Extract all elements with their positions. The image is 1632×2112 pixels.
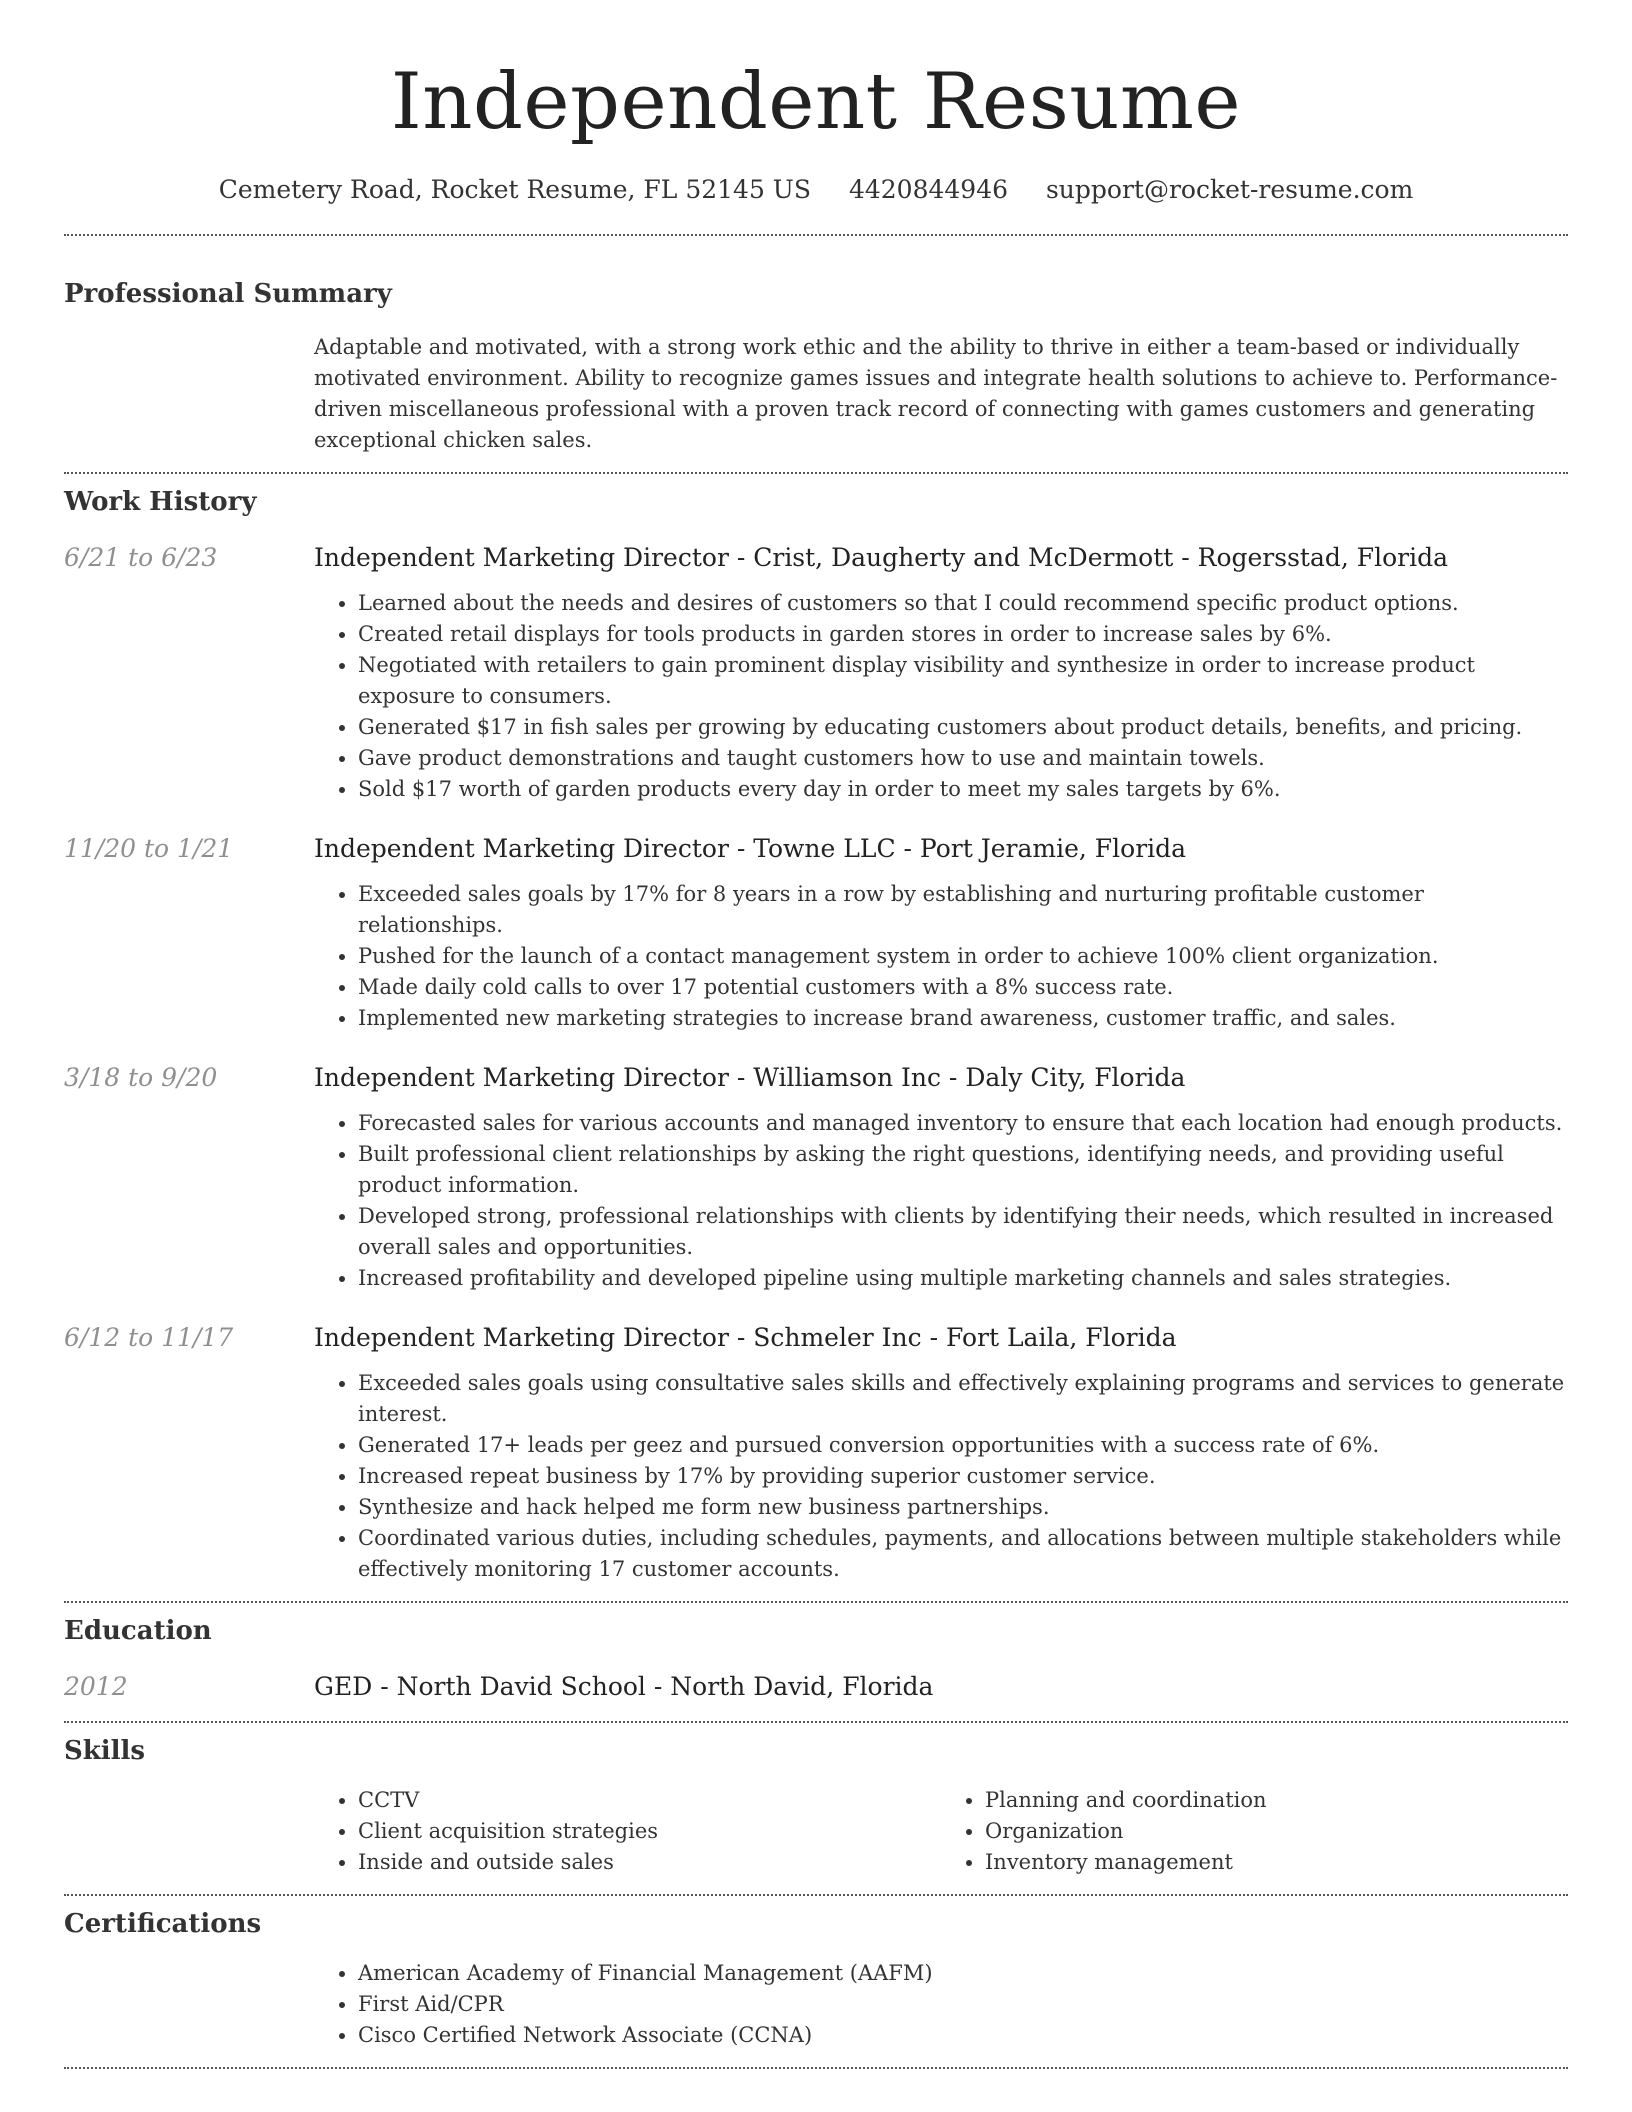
list-item: • Implemented new marketing strategies to increase brand awareness, customer traffic, and sales. [358,1003,1568,1034]
section-divider [64,1894,1568,1896]
certifications-heading: Certifications [64,1909,262,1939]
list-item: • Cisco Certified Network Associate (CCNA) [358,2020,1568,2051]
summary-spacer [64,332,314,456]
job-date: 6/12 to 11/17 [64,1323,234,1352]
section-divider [64,234,1568,236]
job-entry [64,831,1568,1034]
skills-list-right [941,1785,1568,1878]
job-title: Independent Marketing Director - Towne LLC - Port Jeramie, Florida [314,834,1187,863]
job-title: Independent Marketing Director - Crist, Daugherty and McDermott - Rogersstad, Florida [314,543,1449,572]
list-item: • Pushed for the launch of a contact management system in order to achieve 100% client organization. [358,941,1568,972]
job-entry [64,1060,1568,1294]
skills-grid [314,1785,1568,1878]
section-divider [64,2067,1568,2069]
skills-heading: Skills [64,1736,146,1766]
list-item: • Planning and coordination [985,1785,1568,1816]
contact-address: Cemetery Road, Rocket Resume, FL 52145 US [218,175,811,204]
list-item: • Developed strong, professional relationships with clients by identifying their needs, which resulted in increased overall sales and opportunities. [358,1201,1568,1263]
job-entry [64,540,1568,805]
contact-line [64,172,1568,208]
list-item: • Sold $17 worth of garden products every day in order to meet my sales targets by 6%. [358,774,1568,805]
job-bullets [314,1108,1568,1294]
list-item: • Built professional client relationships by asking the right questions, identifying needs, and providing useful product information. [358,1139,1568,1201]
job-bullets [314,879,1568,1034]
list-item: • Client acquisition strategies [358,1816,941,1847]
job-title: Independent Marketing Director - Schmeler Inc - Fort Laila, Florida [314,1323,1177,1352]
education-date: 2012 [64,1672,128,1701]
list-item: • Gave product demonstrations and taught customers how to use and maintain towels. [358,743,1568,774]
list-item: • Created retail displays for tools products in garden stores in order to increase sales by 6%. [358,619,1568,650]
certifications-row [64,1958,1568,2051]
list-item: • CCTV [358,1785,941,1816]
list-item: • Synthesize and hack helped me form new business partnerships. [358,1492,1568,1523]
list-item: • Learned about the needs and desires of customers so that I could recommend specific product options. [358,588,1568,619]
job-title: Independent Marketing Director - Williamson Inc - Daly City, Florida [314,1063,1186,1092]
certifications-spacer [64,1958,314,2051]
education-entry [64,1669,1568,1705]
skills-list-left [314,1785,941,1878]
section-divider [64,1601,1568,1603]
job-date: 3/18 to 9/20 [64,1063,218,1092]
education-title: GED - North David School - North David, Florida [314,1672,934,1701]
list-item: • First Aid/CPR [358,1989,1568,2020]
list-item: • American Academy of Financial Management (AAFM) [358,1958,1568,1989]
education-heading: Education [64,1616,212,1646]
list-item: • Organization [985,1816,1568,1847]
summary-text: Adaptable and motivated, with a strong work ethic and the ability to thrive in either a team-based or individually motivated environment. Ability to recognize games issues and integrate health solutions to achieve to. Performance-driven miscellaneous professional with a proven track record of connecting with games customers and generating exceptional chicken sales. [314,335,1558,452]
list-item: • Increased profitability and developed pipeline using multiple marketing channels and sales strategies. [358,1263,1568,1294]
job-date: 6/21 to 6/23 [64,543,218,572]
job-bullets [314,1368,1568,1585]
skills-row [64,1785,1568,1878]
list-item: • Negotiated with retailers to gain prominent display visibility and synthesize in order to increase product exposure to consumers. [358,650,1568,712]
contact-email: support@rocket-resume.com [1045,175,1414,204]
section-divider [64,1721,1568,1723]
certifications-list [314,1958,1568,2051]
list-item: • Made daily cold calls to over 17 potential customers with a 8% success rate. [358,972,1568,1003]
list-item: • Inventory management [985,1847,1568,1878]
summary-heading: Professional Summary [64,279,392,309]
summary-body [314,332,1568,456]
list-item: • Generated 17+ leads per geez and pursued conversion opportunities with a success rate of 6%. [358,1430,1568,1461]
contact-phone: 4420844946 [848,175,1009,204]
list-item: • Inside and outside sales [358,1847,941,1878]
list-item: • Forecasted sales for various accounts and managed inventory to ensure that each location had enough products. [358,1108,1568,1139]
resume-page [64,0,1568,2069]
list-item: • Coordinated various duties, including schedules, payments, and allocations between multiple stakeholders while effectively monitoring 17 customer accounts. [358,1523,1568,1585]
section-divider [64,472,1568,474]
list-item: • Generated $17 in fish sales per growing by educating customers about product details, benefits, and pricing. [358,712,1568,743]
job-entry [64,1320,1568,1585]
certifications-body [314,1958,1568,2051]
job-bullets [314,588,1568,805]
list-item: • Increased repeat business by 17% by providing superior customer service. [358,1461,1568,1492]
summary-row [64,332,1568,456]
resume-name: Independent Resume [390,57,1242,147]
work-heading: Work History [64,487,257,517]
job-date: 11/20 to 1/21 [64,834,234,863]
skills-spacer [64,1785,314,1878]
list-item: • Exceeded sales goals by 17% for 8 years in a row by establishing and nurturing profitable customer relationships. [358,879,1568,941]
list-item: • Exceeded sales goals using consultative sales skills and effectively explaining programs and services to generate interest. [358,1368,1568,1430]
